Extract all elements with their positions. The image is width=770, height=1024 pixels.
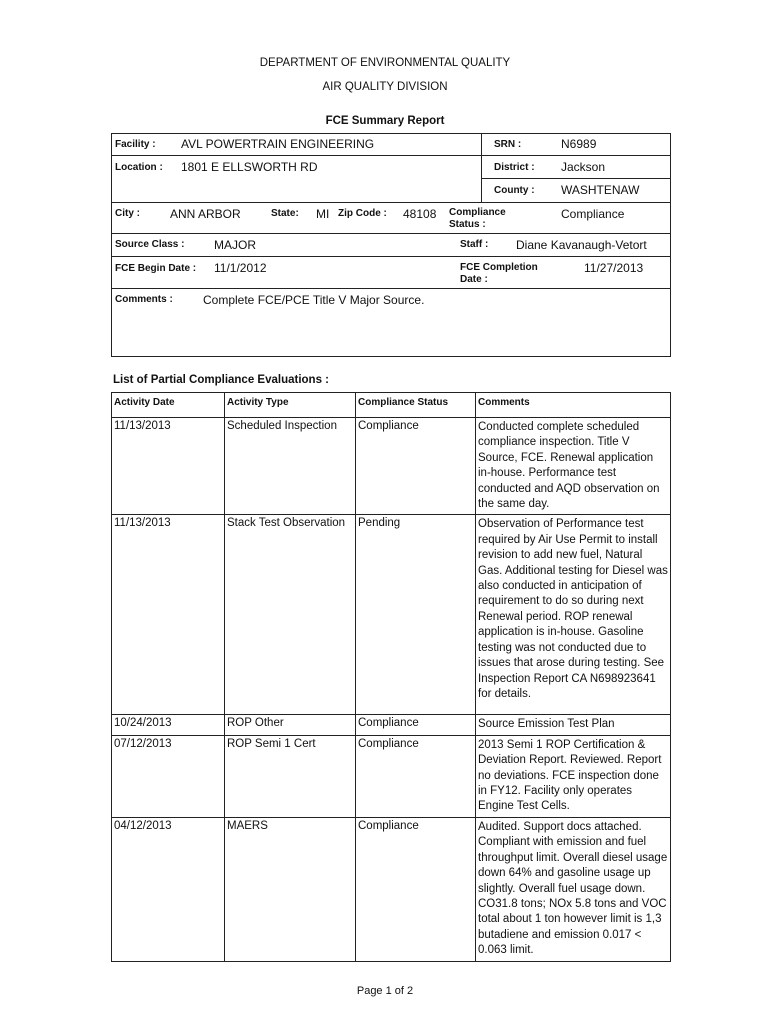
row-type: Stack Test Observation [225,515,356,715]
table-row [112,715,671,735]
srn-value: N6989 [561,137,597,151]
report-title: FCE Summary Report [325,115,445,127]
source-class-label: Source Class : [115,239,185,250]
row-status: Compliance [356,715,476,735]
county-value: WASHTENAW [561,183,640,197]
row-type: ROP Semi 1 Cert [225,735,356,817]
table-header-row [112,393,671,418]
row-comments: Audited. Support docs attached. Compliant with emission and fuel throughput limit. Overall diesel usage down 64% and gasoline usage up slightly. Overall fuel usage down. CO31.8 tons; NOx 5.8 tons and VOC total about 1 ton however limit is 1,3 butadiene and emission 0.017 < 0.063 limit. [476,817,671,961]
comments-value: Complete FCE/PCE Title V Major Source. [203,293,425,307]
state-label: State: [271,208,299,219]
col-comments: Comments [476,393,671,418]
row-status: Compliance [356,817,476,961]
row-date: 11/13/2013 [112,418,225,515]
table-row [112,515,671,715]
page-number: Page 1 of 2 [356,985,414,997]
table-row [112,817,671,961]
row-status: Compliance [356,418,476,515]
col-activity-date: Activity Date [112,393,225,418]
col-activity-type: Activity Type [225,393,356,418]
fce-begin-label: FCE Begin Date : [115,263,197,274]
division-title: AIR QUALITY DIVISION [322,81,448,93]
department-title: DEPARTMENT OF ENVIRONMENTAL QUALITY [259,57,511,69]
row-status: Pending [356,515,476,715]
pce-section-title: List of Partial Compliance Evaluations : [113,374,329,386]
compliance-status-label: Compliance Status : [449,207,506,230]
location-label: Location : [115,162,163,173]
row-comments: Source Emission Test Plan [476,715,671,735]
row-type: MAERS [225,817,356,961]
zip-label: Zip Code : [338,208,387,219]
district-label: District : [494,162,535,173]
pce-table [111,392,671,962]
city-label: City : [115,208,140,219]
fce-completion-label: FCE Completion Date : [460,262,538,285]
facility-label: Facility : [115,139,156,150]
state-value: MI [316,207,330,221]
row-type: ROP Other [225,715,356,735]
district-value: Jackson [561,160,606,174]
row-date: 07/12/2013 [112,735,225,817]
table-row [112,418,671,515]
col-compliance-status: Compliance Status [356,393,476,418]
compliance-status-value: Compliance [561,207,625,221]
source-class-value: MAJOR [214,238,256,252]
row-type: Scheduled Inspection [225,418,356,515]
row-comments: 2013 Semi 1 ROP Certification & Deviation Report. Reviewed. Report no deviations. FCE inspection done in FY12. Facility only operates Engine Test Cells. [476,735,671,817]
row-status: Compliance [356,735,476,817]
row-date: 10/24/2013 [112,715,225,735]
row-comments: Observation of Performance test required by Air Use Permit to install revision to add new fuel, Natural Gas. Additional testing for Diesel was also conducted in anticipation of requirement to do so during next Renewal period. ROP renewal application is in-house. Gasoline testing was not conducted due to issues that arose during testing. See Inspection Report CA N698923641 for details. [476,515,671,715]
staff-value: Diane Kavanaugh-Vetort [516,238,647,252]
comments-label: Comments : [115,294,173,305]
fce-begin-value: 11/1/2012 [214,261,267,275]
row-comments: Conducted complete scheduled compliance inspection. Title V Source, FCE. Renewal application in-house. Performance test conducted and AQD observation on the same day. [476,418,671,515]
fce-completion-value: 11/27/2013 [584,261,644,275]
row-date: 04/12/2013 [112,817,225,961]
srn-label: SRN : [494,139,522,150]
facility-value: AVL POWERTRAIN ENGINEERING [181,137,375,151]
county-label: County : [494,185,535,196]
row-date: 11/13/2013 [112,515,225,715]
zip-value: 48108 [403,207,437,221]
location-value: 1801 E ELLSWORTH RD [181,160,318,174]
staff-label: Staff : [460,239,489,250]
city-value: ANN ARBOR [170,207,241,221]
table-row [112,735,671,817]
